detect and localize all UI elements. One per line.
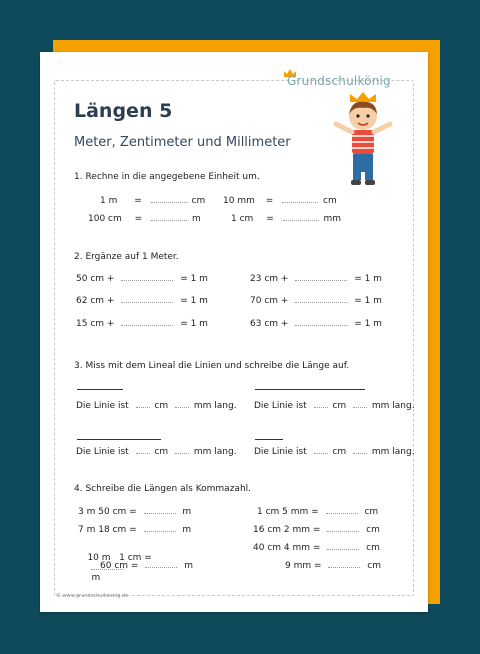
- exercise-row: [257, 507, 378, 517]
- footer-copyright: © www.grundschulkoenig.de: [56, 593, 129, 599]
- unit-label: cm: [323, 196, 337, 206]
- answer-blank[interactable]: [295, 302, 347, 303]
- unit-label: cm: [367, 561, 381, 571]
- result-label: = 1 m: [180, 274, 208, 284]
- exercise-term: 9 mm =: [285, 561, 322, 571]
- result-label: = 1 m: [180, 319, 208, 329]
- equals-sign: =: [265, 196, 274, 206]
- cm-label: cm: [332, 401, 347, 411]
- mm-label: mm lang.: [193, 401, 237, 411]
- answer-blank[interactable]: [151, 202, 187, 203]
- answer-blank[interactable]: [282, 202, 318, 203]
- exercise-term: 62 cm +: [76, 296, 115, 306]
- result-label: = 1 m: [354, 319, 382, 329]
- section-1-heading: 1. Rechne in die angegebene Einheit um.: [74, 172, 260, 182]
- exercise-row: [250, 319, 382, 329]
- cm-blank[interactable]: [314, 407, 328, 408]
- answer-blank[interactable]: [326, 513, 358, 514]
- result-label: = 1 m: [354, 296, 382, 306]
- unit-label: m: [184, 561, 193, 571]
- mm-label: mm lang.: [371, 401, 415, 411]
- answer-blank[interactable]: [145, 567, 177, 568]
- exercise-row: [250, 274, 382, 284]
- answer-blank[interactable]: [327, 549, 359, 550]
- page-title: Längen 5: [74, 100, 173, 122]
- exercise-term: 40 cm 4 mm =: [253, 543, 321, 553]
- answer-blank[interactable]: [295, 325, 347, 326]
- result-label: = 1 m: [354, 274, 382, 284]
- unit-label: cm: [366, 543, 380, 553]
- exercise-term: 23 cm +: [250, 274, 289, 284]
- equals-sign: =: [266, 214, 274, 224]
- answer-prefix: Die Linie ist: [76, 447, 129, 457]
- measure-line: [77, 389, 123, 390]
- answer-blank[interactable]: [283, 220, 319, 221]
- exercise-term: 10 mm: [223, 196, 255, 206]
- exercise-row: [231, 214, 341, 224]
- unit-label: m: [191, 214, 201, 224]
- exercise-term: 15 cm +: [76, 319, 115, 329]
- section-2-heading: 2. Ergänze auf 1 Meter.: [74, 252, 179, 262]
- unit-label: m: [182, 525, 192, 535]
- section-3-heading: 3. Miss mit dem Lineal die Linien und schreibe die Länge auf.: [74, 361, 350, 371]
- boy-with-crown-illustration: [330, 92, 396, 192]
- exercise-term: 1 cm: [231, 214, 254, 224]
- measure-line: [77, 439, 161, 440]
- answer-blank[interactable]: [121, 280, 173, 281]
- exercise-row: [253, 543, 380, 553]
- cm-label: cm: [154, 401, 169, 411]
- measure-answer-row: [76, 401, 237, 411]
- exercise-term: 10 m 1 cm =: [87, 553, 152, 563]
- exercise-row: [76, 296, 208, 306]
- exercise-term: 16 cm 2 mm =: [253, 525, 321, 535]
- exercise-row: [100, 196, 205, 206]
- unit-label: cm: [191, 196, 206, 206]
- exercise-row: [78, 507, 191, 517]
- answer-prefix: Die Linie ist: [76, 401, 129, 411]
- answer-blank[interactable]: [144, 513, 176, 514]
- result-label: = 1 m: [180, 296, 208, 306]
- exercise-term: 1 m: [100, 196, 118, 206]
- unit-label: m: [182, 507, 192, 517]
- measure-answer-row: [254, 447, 415, 457]
- measure-line: [255, 389, 365, 390]
- section-4-heading: 4. Schreibe die Längen als Kommazahl.: [74, 484, 252, 494]
- answer-blank[interactable]: [328, 567, 360, 568]
- equals-sign: =: [134, 214, 143, 224]
- unit-label: m: [91, 573, 101, 583]
- answer-prefix: Die Linie ist: [254, 447, 307, 457]
- mm-blank[interactable]: [175, 453, 189, 454]
- exercise-row: [76, 274, 208, 284]
- exercise-row: [285, 561, 381, 571]
- cm-blank[interactable]: [136, 407, 150, 408]
- exercise-term: 7 m 18 cm =: [78, 525, 137, 535]
- brand-logo-text: Grundschulkönig: [287, 74, 391, 88]
- exercise-term: 60 cm =: [100, 561, 139, 571]
- cm-label: cm: [332, 447, 347, 457]
- exercise-row: [253, 525, 380, 535]
- exercise-term: 63 cm +: [250, 319, 289, 329]
- answer-prefix: Die Linie ist: [254, 401, 307, 411]
- equals-sign: =: [134, 196, 142, 206]
- mm-label: mm lang.: [193, 447, 237, 457]
- page-subtitle: Meter, Zentimeter und Millimeter: [74, 135, 291, 150]
- exercise-row: [100, 561, 193, 571]
- answer-blank[interactable]: [327, 531, 359, 532]
- exercise-row: [78, 525, 191, 535]
- answer-blank[interactable]: [151, 220, 187, 221]
- measure-line: [255, 439, 283, 440]
- answer-blank[interactable]: [121, 302, 173, 303]
- mm-blank[interactable]: [353, 407, 367, 408]
- cm-blank[interactable]: [136, 453, 150, 454]
- mm-blank[interactable]: [175, 407, 189, 408]
- unit-label: cm: [366, 525, 380, 535]
- answer-blank[interactable]: [121, 325, 173, 326]
- exercise-row: [223, 196, 337, 206]
- mm-blank[interactable]: [353, 453, 367, 454]
- cm-label: cm: [154, 447, 169, 457]
- worksheet-page: [40, 52, 428, 612]
- answer-blank[interactable]: [144, 531, 176, 532]
- exercise-term: 70 cm +: [250, 296, 289, 306]
- exercise-term: 100 cm: [88, 214, 122, 224]
- exercise-term: 1 cm 5 mm =: [257, 507, 319, 517]
- exercise-row: [250, 296, 382, 306]
- unit-label: cm: [364, 507, 379, 517]
- unit-label: mm: [323, 214, 342, 224]
- exercise-row: [88, 214, 201, 224]
- measure-answer-row: [76, 447, 237, 457]
- exercise-term: 3 m 50 cm =: [78, 507, 137, 517]
- answer-blank[interactable]: [295, 280, 347, 281]
- exercise-row: [76, 319, 208, 329]
- mm-label: mm lang.: [371, 447, 415, 457]
- exercise-term: 50 cm +: [76, 274, 115, 284]
- measure-answer-row: [254, 401, 415, 411]
- cm-blank[interactable]: [314, 453, 328, 454]
